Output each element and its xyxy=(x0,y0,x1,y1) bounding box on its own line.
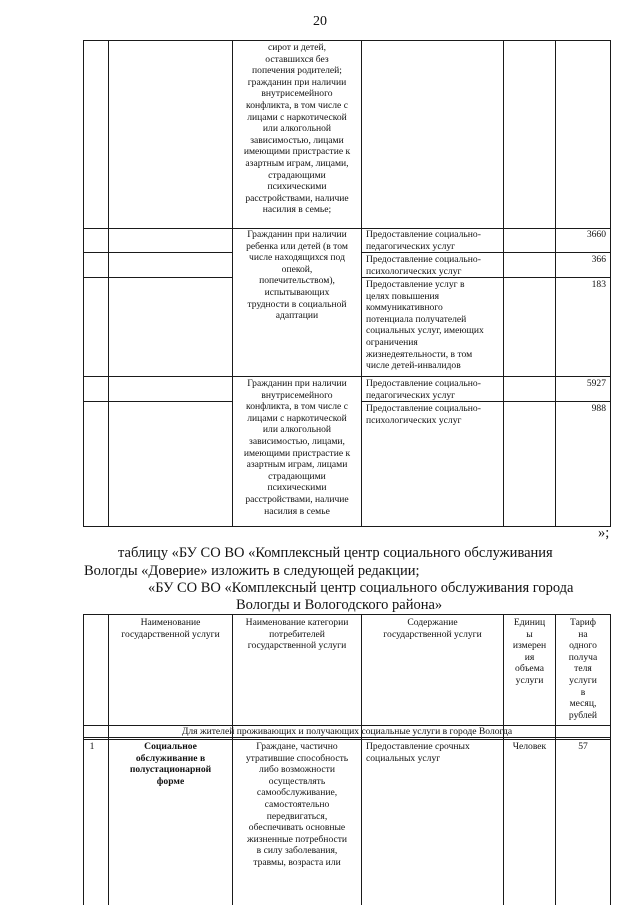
header-content: Содержание государственной услуги xyxy=(383,617,482,640)
table1-border xyxy=(83,401,233,402)
paragraph-line: таблицу «БУ СО ВО «Комплексный центр социального обслуживания xyxy=(118,545,553,561)
content-cell: Предоставление срочных социальных услуг xyxy=(366,741,470,764)
section-title-row: Для жителей проживающих и получающих социальные услуги в городе Вологда xyxy=(181,726,513,737)
header-unit: Единиц ы измерен ия объема услуги xyxy=(512,617,547,686)
category-cell: сирот и детей, оставшихся без попечения родителей; гражданин при наличии внутрисемейного конфликта, в том числе с лицами с наркотической или алкогольной зависимостью, лицами имеющими пристрастие к азартным играм, лицами, страдающими психическими расстройствами, наличие насилия в семье; xyxy=(243,42,351,216)
category-cell: Гражданин при наличии внутрисемейного конфликта, в том числе с лицами с наркотической или алкогольной зависимостью, лицами, имеющими пристрастие к азартным играм, лицами страдающими психическими расстройствами, наличие насилия в семье xyxy=(243,378,351,517)
table2-border xyxy=(83,614,611,615)
table2-border xyxy=(361,614,362,905)
service-cell: Предоставление услуг в целях повышения коммуникативного потенциала получателей социальных услуг, имеющих ограничения жизнедеятельности, в том числе детей-инвалидов xyxy=(366,279,484,372)
section-heading: Вологды и Вологодского района» xyxy=(236,597,443,613)
tariff-cell: 183 xyxy=(591,279,606,290)
table1-border xyxy=(83,252,233,253)
table1-border xyxy=(83,40,611,41)
tariff-cell: 366 xyxy=(591,254,606,265)
category-cell: Граждане, частично утратившие способность либо возможности осуществлять самообслуживание, самостоятельно передвигаться, обеспечивать основные жизненные потребности в силу заболевания, травмы, возраста или xyxy=(245,741,349,868)
service-cell: Предоставление социально- психологических услуг xyxy=(366,403,481,426)
tariff-cell: 5927 xyxy=(586,378,606,389)
service-cell: Предоставление социально- психологических услуг xyxy=(366,254,481,277)
row-number: 1 xyxy=(89,741,95,752)
tariff-cell: 3660 xyxy=(586,229,606,240)
table1-border xyxy=(610,40,611,527)
service-cell: Предоставление социально- педагогических услуг xyxy=(366,229,481,252)
category-cell: Гражданин при наличии ребенка или детей (в том числе находящихся под опекой, попечительством), испытывающих трудности в социальной адаптации xyxy=(246,229,348,322)
closing-quote: »; xyxy=(598,525,610,541)
service-cell: Предоставление социально- педагогических услуг xyxy=(366,378,481,401)
header-category: Наименование категории потребителей государственной услуги xyxy=(245,617,349,652)
page-number: 20 xyxy=(313,14,327,29)
table1-border xyxy=(83,277,233,278)
header-tariff: Тариф на одного получа теля услуги в месяц, рублей xyxy=(568,617,598,721)
section-heading: «БУ СО ВО «Комплексный центр социального обслуживания города xyxy=(148,580,574,596)
tariff-cell: 988 xyxy=(591,403,606,414)
table1-border xyxy=(108,40,109,527)
table1-border xyxy=(83,526,611,527)
tariff-cell: 57 xyxy=(578,741,588,752)
service-name-cell: Социальное обслуживание в полустационарной форме xyxy=(129,741,212,787)
table1-border xyxy=(83,40,84,527)
table2-border xyxy=(83,739,611,740)
table2-border xyxy=(83,614,84,905)
table1-border xyxy=(361,40,362,527)
table1-border xyxy=(83,376,611,377)
header-service-name: Наименование государственной услуги xyxy=(121,617,220,640)
unit-cell: Человек xyxy=(512,741,547,752)
paragraph-line: Вологды «Доверие» изложить в следующей редакции; xyxy=(84,563,420,579)
table2-border xyxy=(610,614,611,905)
